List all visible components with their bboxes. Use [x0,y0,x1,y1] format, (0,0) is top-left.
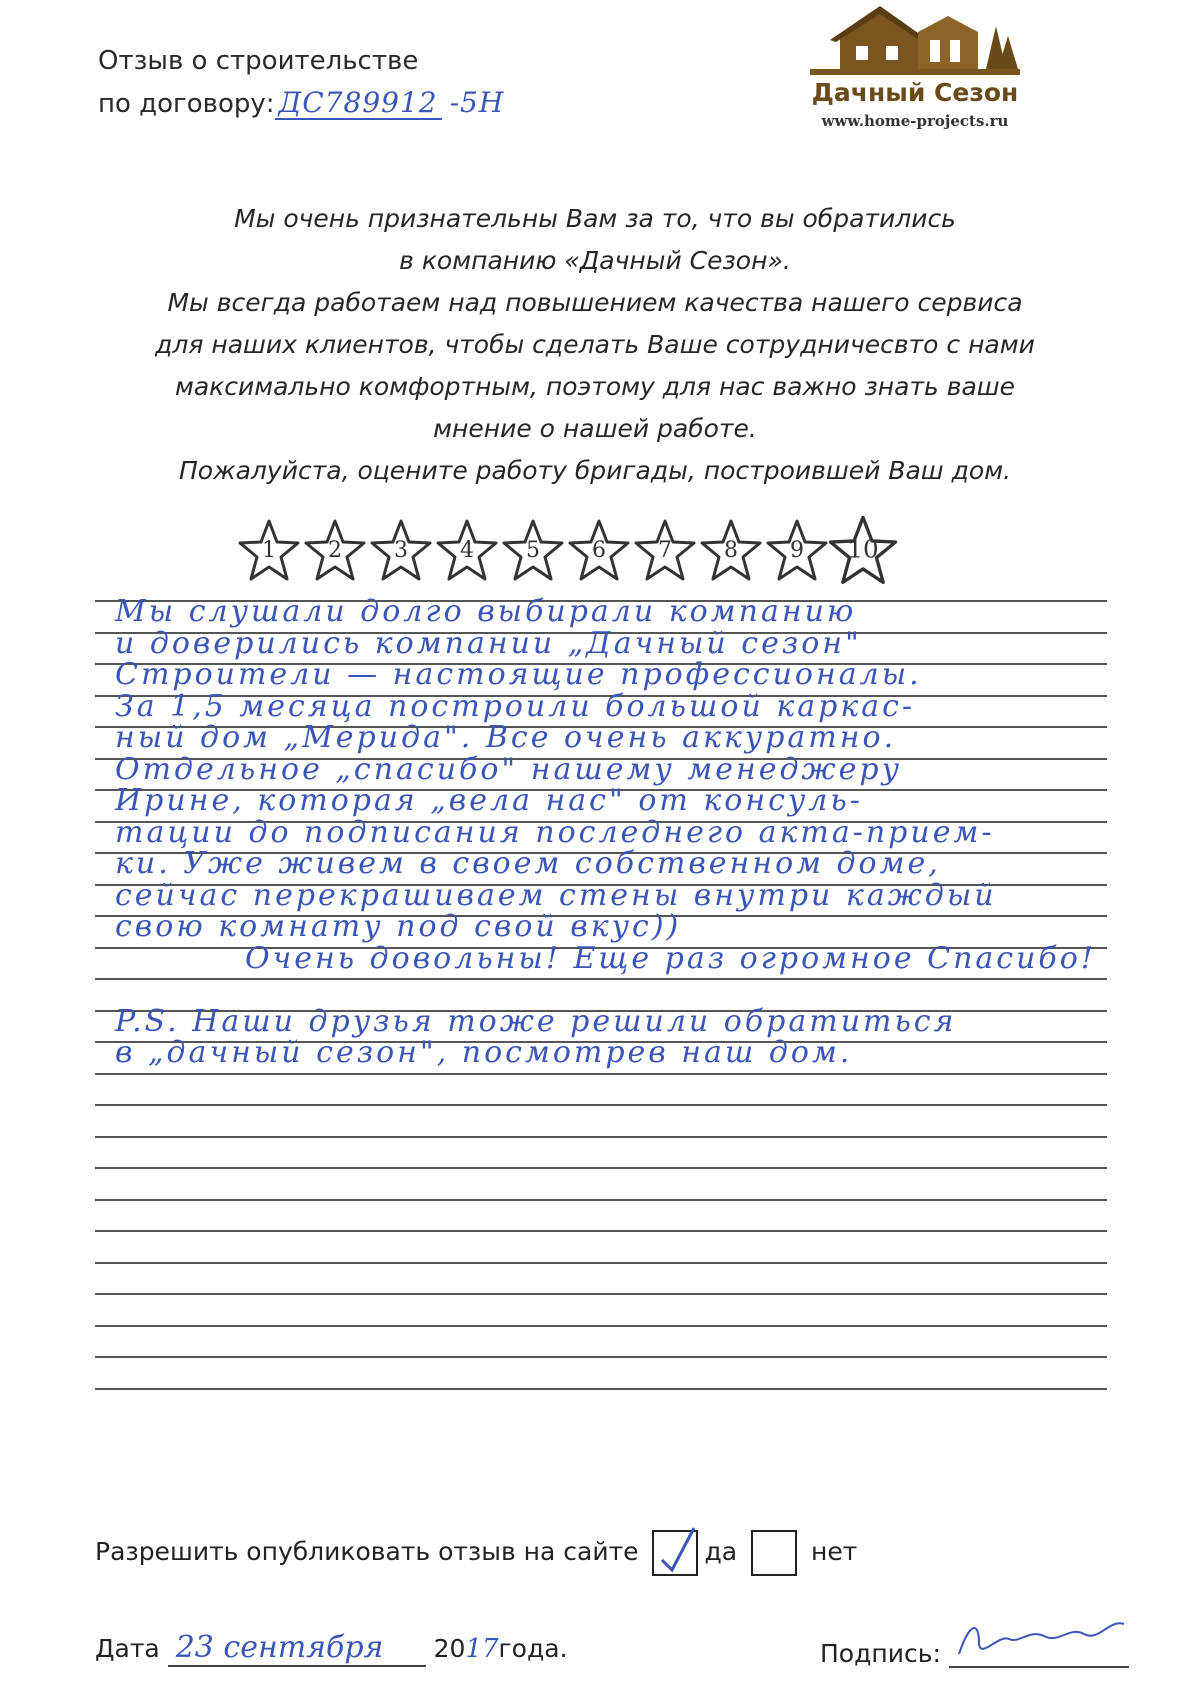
ruled-line [95,1356,1107,1358]
logo-url: www.home-projects.ru [821,112,1009,130]
contract-row [98,86,504,120]
star-number: 3 [394,538,408,563]
ruled-line [95,1104,1107,1106]
star-number: 8 [724,538,738,563]
rating-star-1[interactable] [238,518,300,584]
rating-star-2[interactable] [304,518,366,584]
publish-label: Разрешить опубликовать отзыв на сайте [95,1537,639,1566]
rating-star-5[interactable] [502,518,564,584]
review-line: свою комнату под свой вкус)) [115,909,682,944]
ruled-line [95,1136,1107,1138]
star-number: 9 [790,538,804,563]
ruled-line [95,1073,1107,1075]
ruled-line [95,1167,1107,1169]
checkmark-icon [658,1526,698,1578]
star-number: 10 [847,536,879,565]
publish-permission-row [95,1530,857,1576]
form-title: Отзыв о строительстве [98,46,419,76]
review-line: Мы слушали долго выбирали компанию [115,594,857,629]
review-line: P.S. Наши друзья тоже решили обратиться [115,1003,957,1039]
logo-brand-name: Дачный Сезон [811,78,1019,107]
rating-star-4[interactable] [436,518,498,584]
rating-star-8[interactable] [700,518,762,584]
date-row [95,1630,568,1667]
year-suffix: года. [498,1634,568,1663]
company-logo [800,6,1030,132]
rating-star-6[interactable] [568,518,630,584]
publish-no-checkbox[interactable] [751,1530,797,1576]
contract-suffix: -5Н [449,86,505,119]
ruled-line [95,1388,1107,1390]
intro-line: максимально комфортным, поэтому для нас важно знать ваше [174,372,1016,401]
ruled-line [95,1199,1107,1201]
intro-line: Мы очень признательны Вам за то, что вы обратились [234,204,956,233]
intro-line: мнение о нашей работе. [433,414,757,443]
review-line: Строители — настоящие профессионалы. [115,657,922,692]
contract-label: по договору: [98,89,275,119]
review-line: За 1,5 месяца построили большой каркас- [115,688,916,724]
review-line: Отдельное „спасибо" нашему менеджеру [115,751,902,787]
ruled-line [95,1293,1107,1295]
signature-scribble [949,1614,1129,1664]
star-number: 2 [328,538,342,563]
star-number: 6 [592,538,606,563]
intro-line: для наших клиентов, чтобы сделать Ваше сотрудничесвто с нами [155,330,1035,359]
intro-line: в компанию «Дачный Сезон». [399,246,791,275]
ruled-line [95,978,1107,980]
review-line: тации до подписания последнего акта-прием- [115,814,995,850]
review-area [95,594,1107,1420]
house-logo-icon [800,6,1030,78]
intro-line: Пожалуйста, оцените работу бригады, построившей Ваш дом. [179,456,1011,485]
intro-line: Мы всегда работаем над повышением качества нашего сервиса [167,288,1023,317]
publish-yes-checkbox[interactable] [652,1530,698,1576]
contract-number: ДС789912 [275,88,442,120]
signature-label: Подпись: [820,1639,941,1668]
intro-text [95,198,1095,492]
review-line: ный дом „Мерида". Все очень аккуратно. [115,720,897,755]
year-prefix: 20 [433,1634,466,1663]
signature-row [820,1636,1129,1668]
star-number: 1 [262,538,276,563]
ruled-line [95,1230,1107,1232]
publish-no-label: нет [811,1537,858,1566]
review-line: в „дачный сезон", посмотрев наш дом. [115,1035,853,1070]
rating-stars [238,518,978,594]
date-handwritten: 23 сентября [168,1630,426,1667]
date-label: Дата [95,1634,160,1663]
year-handwritten: 17 [465,1634,499,1664]
review-line: ки. Уже живем в своем собственном доме, [115,846,941,881]
star-number: 7 [658,538,672,563]
ruled-line [95,1262,1107,1264]
review-line: Очень довольны! Еще раз огромное Спасибо! [245,940,1096,976]
rating-star-7[interactable] [634,518,696,584]
rating-star-10[interactable] [828,514,897,588]
star-number: 4 [460,538,474,563]
star-number: 5 [526,538,540,563]
signature-field [949,1636,1129,1668]
ruled-line [95,1325,1107,1327]
review-line: и доверились компании „Дачный сезон" [115,625,862,661]
rating-star-3[interactable] [370,518,432,584]
review-line: Ирине, которая „вела нас" от консуль- [115,783,863,818]
publish-yes-label: да [704,1537,738,1566]
rating-star-9[interactable] [766,518,828,584]
review-line: сейчас перекрашиваем стены внутри каждый [115,877,997,913]
